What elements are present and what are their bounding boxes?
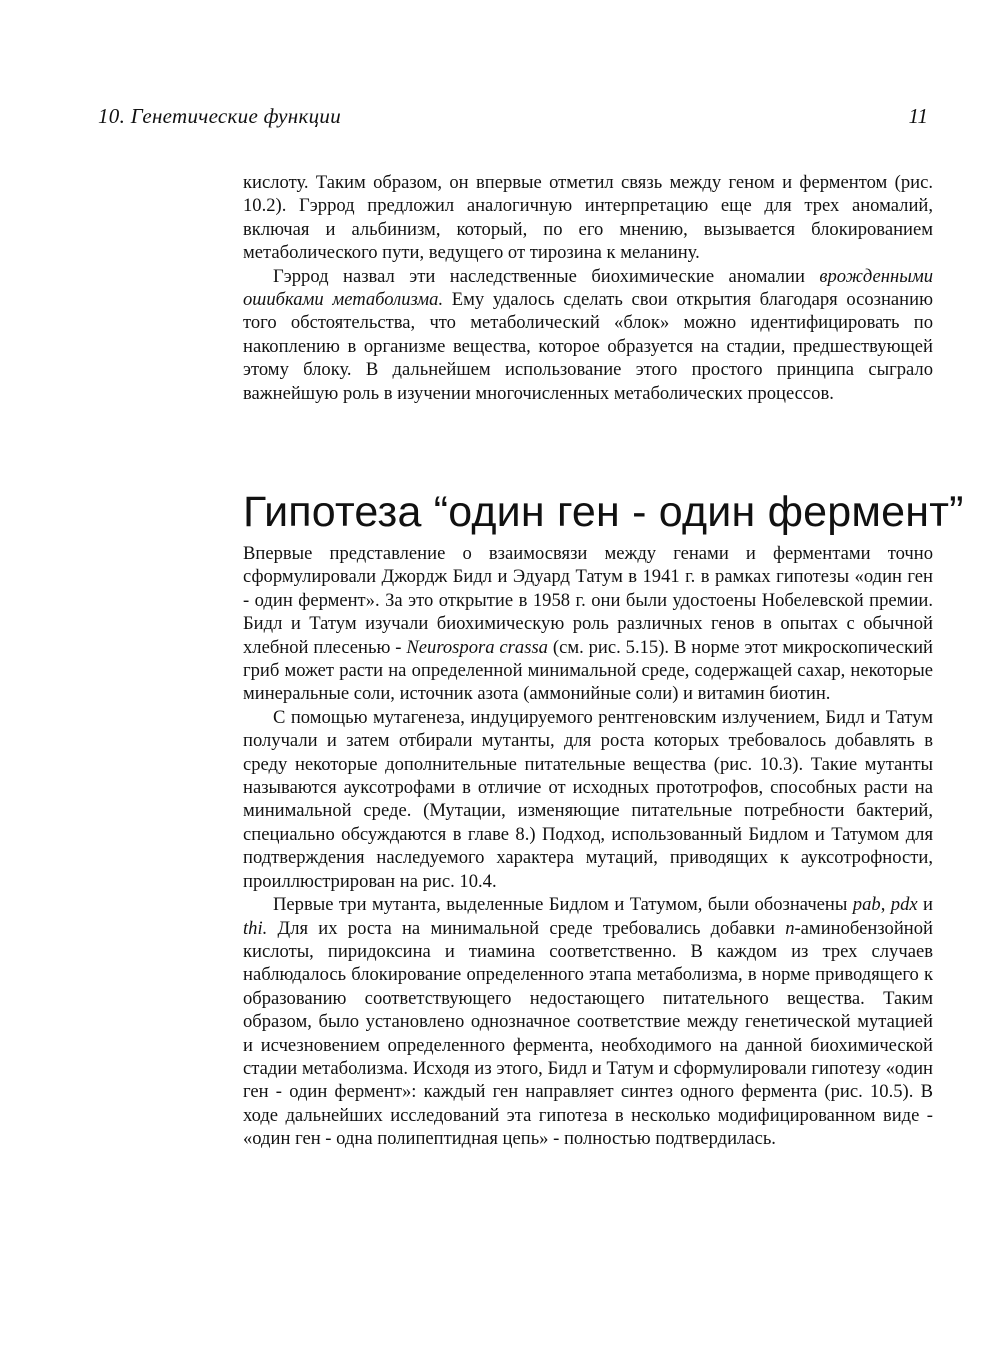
mutant-thi: thi. bbox=[243, 917, 268, 939]
species-name: Neurospora crassa bbox=[406, 636, 548, 658]
intro-paragraph-2-end: Ему удалось сделать свои открытия благодаря осознанию того обстоятельства, что метаболический «блок» можно идентифицировать по накоплению в организме вещества, которое образуется на стадии, предшествующей этому блоку. В дальнейшем использование этого простого принципа сыграло важнейшую роль в изучении многочисленных метаболических процессов. bbox=[243, 289, 933, 404]
mutant-pab: pab bbox=[852, 894, 881, 916]
intro-paragraph-2 bbox=[243, 265, 933, 405]
p3-text-3: и bbox=[917, 894, 933, 916]
section-paragraph-1-start: Впервые представление о взаимосвязи между генами и ферментами точно сформулировали Джордж Бидл и Эдуард Татум в 1941 г. в рамках гипотезы «один ген - один фермент». За это открытие в 1958 г. они были удостоены Нобелевской премии. Бидл и Татум изучали биохимическую роль различных генов в опытах с обычной хлебной плесенью - bbox=[243, 543, 933, 658]
intro-paragraph-1: кислоту. Таким образом, он впервые отметил связь между геном и ферментом (рис. 10.2). Гэррод предложил аналогичную интерпретацию еще для трех аномалий, включая и альбинизм, который, по его мнению, вызывается блокированием метаболического пути, ведущего от тирозина к меланину. bbox=[243, 172, 933, 264]
p3-text-2: , bbox=[880, 894, 891, 916]
running-head: 10. Генетические функции bbox=[98, 104, 342, 128]
p3-text-1: Первые три мутанта, выделенные Бидлом и Татумом, были обозначены bbox=[273, 894, 853, 916]
section-paragraph-1 bbox=[243, 542, 933, 706]
page-number: 11 bbox=[908, 104, 928, 128]
section-title: Гипотеза “один ген - один фермент” bbox=[243, 488, 964, 536]
inborn-errors-term: врожденными ошибками метаболизма. bbox=[243, 265, 933, 311]
page-header bbox=[98, 104, 928, 134]
section-paragraph-3 bbox=[243, 893, 933, 1150]
section-paragraph-2: С помощью мутагенеза, индуцируемого рентгеновским излучением, Бидл и Татум получали и затем отбирали мутанты, для роста которых требовалось добавлять в среду некоторые дополнительные питательные вещества (рис. 10.3). Такие мутанты называются ауксотрофами в отличие от исходных прототрофов, способных расти на минимальной среде. (Мутации, изменяющие питательные потребности бактерий, специально обсуждаются в главе 8.) Подход, использованный Бидлом и Татумом для подтверждения наследуемого характера мутаций, приводящих к ауксотрофности, проиллюстрирован на рис. 10.4. bbox=[243, 706, 933, 892]
p3-text-4: Для их роста на минимальной среде требовались добавки bbox=[267, 917, 786, 939]
section-body bbox=[243, 542, 933, 1151]
p3-text-5: -аминобензойной кислоты, пиридоксина и тиамина соответственно. В каждом из трех случаев наблюдалось блокирование определенного этапа метаболизма, в норме приводящего к образованию соответствующего недостающего питательного вещества. Таким образом, было установлено однозначное соответствие между генетической мутацией и исчезновением определенного фермента, необходимого на данной биохимической стадии метаболизма. Исходя из этого, Бидл и Татум и сформулировали гипотезу «один ген - один фермент»: каждый ген направляет синтез одного фермента (рис. 10.5). В ходе дальнейших исследований эта гипотеза в несколько модифицированном виде - «один ген - одна полипептидная цепь» - полностью подтвердилась. bbox=[243, 917, 933, 1150]
intro-paragraph-2-start: Гэррод назвал эти наследственные биохимические аномалии bbox=[273, 265, 820, 287]
para-prefix: n bbox=[785, 917, 795, 939]
intro-text bbox=[243, 171, 933, 405]
section-paragraph-1-end: (см. рис. 5.15). В норме этот микроскопический гриб может расти на определенной минимальной среде, содержащей сахар, некоторые минеральные соли, источник азота (аммонийные соли) и витамин биотин. bbox=[243, 636, 933, 705]
mutant-pdx: pdx bbox=[890, 894, 918, 916]
